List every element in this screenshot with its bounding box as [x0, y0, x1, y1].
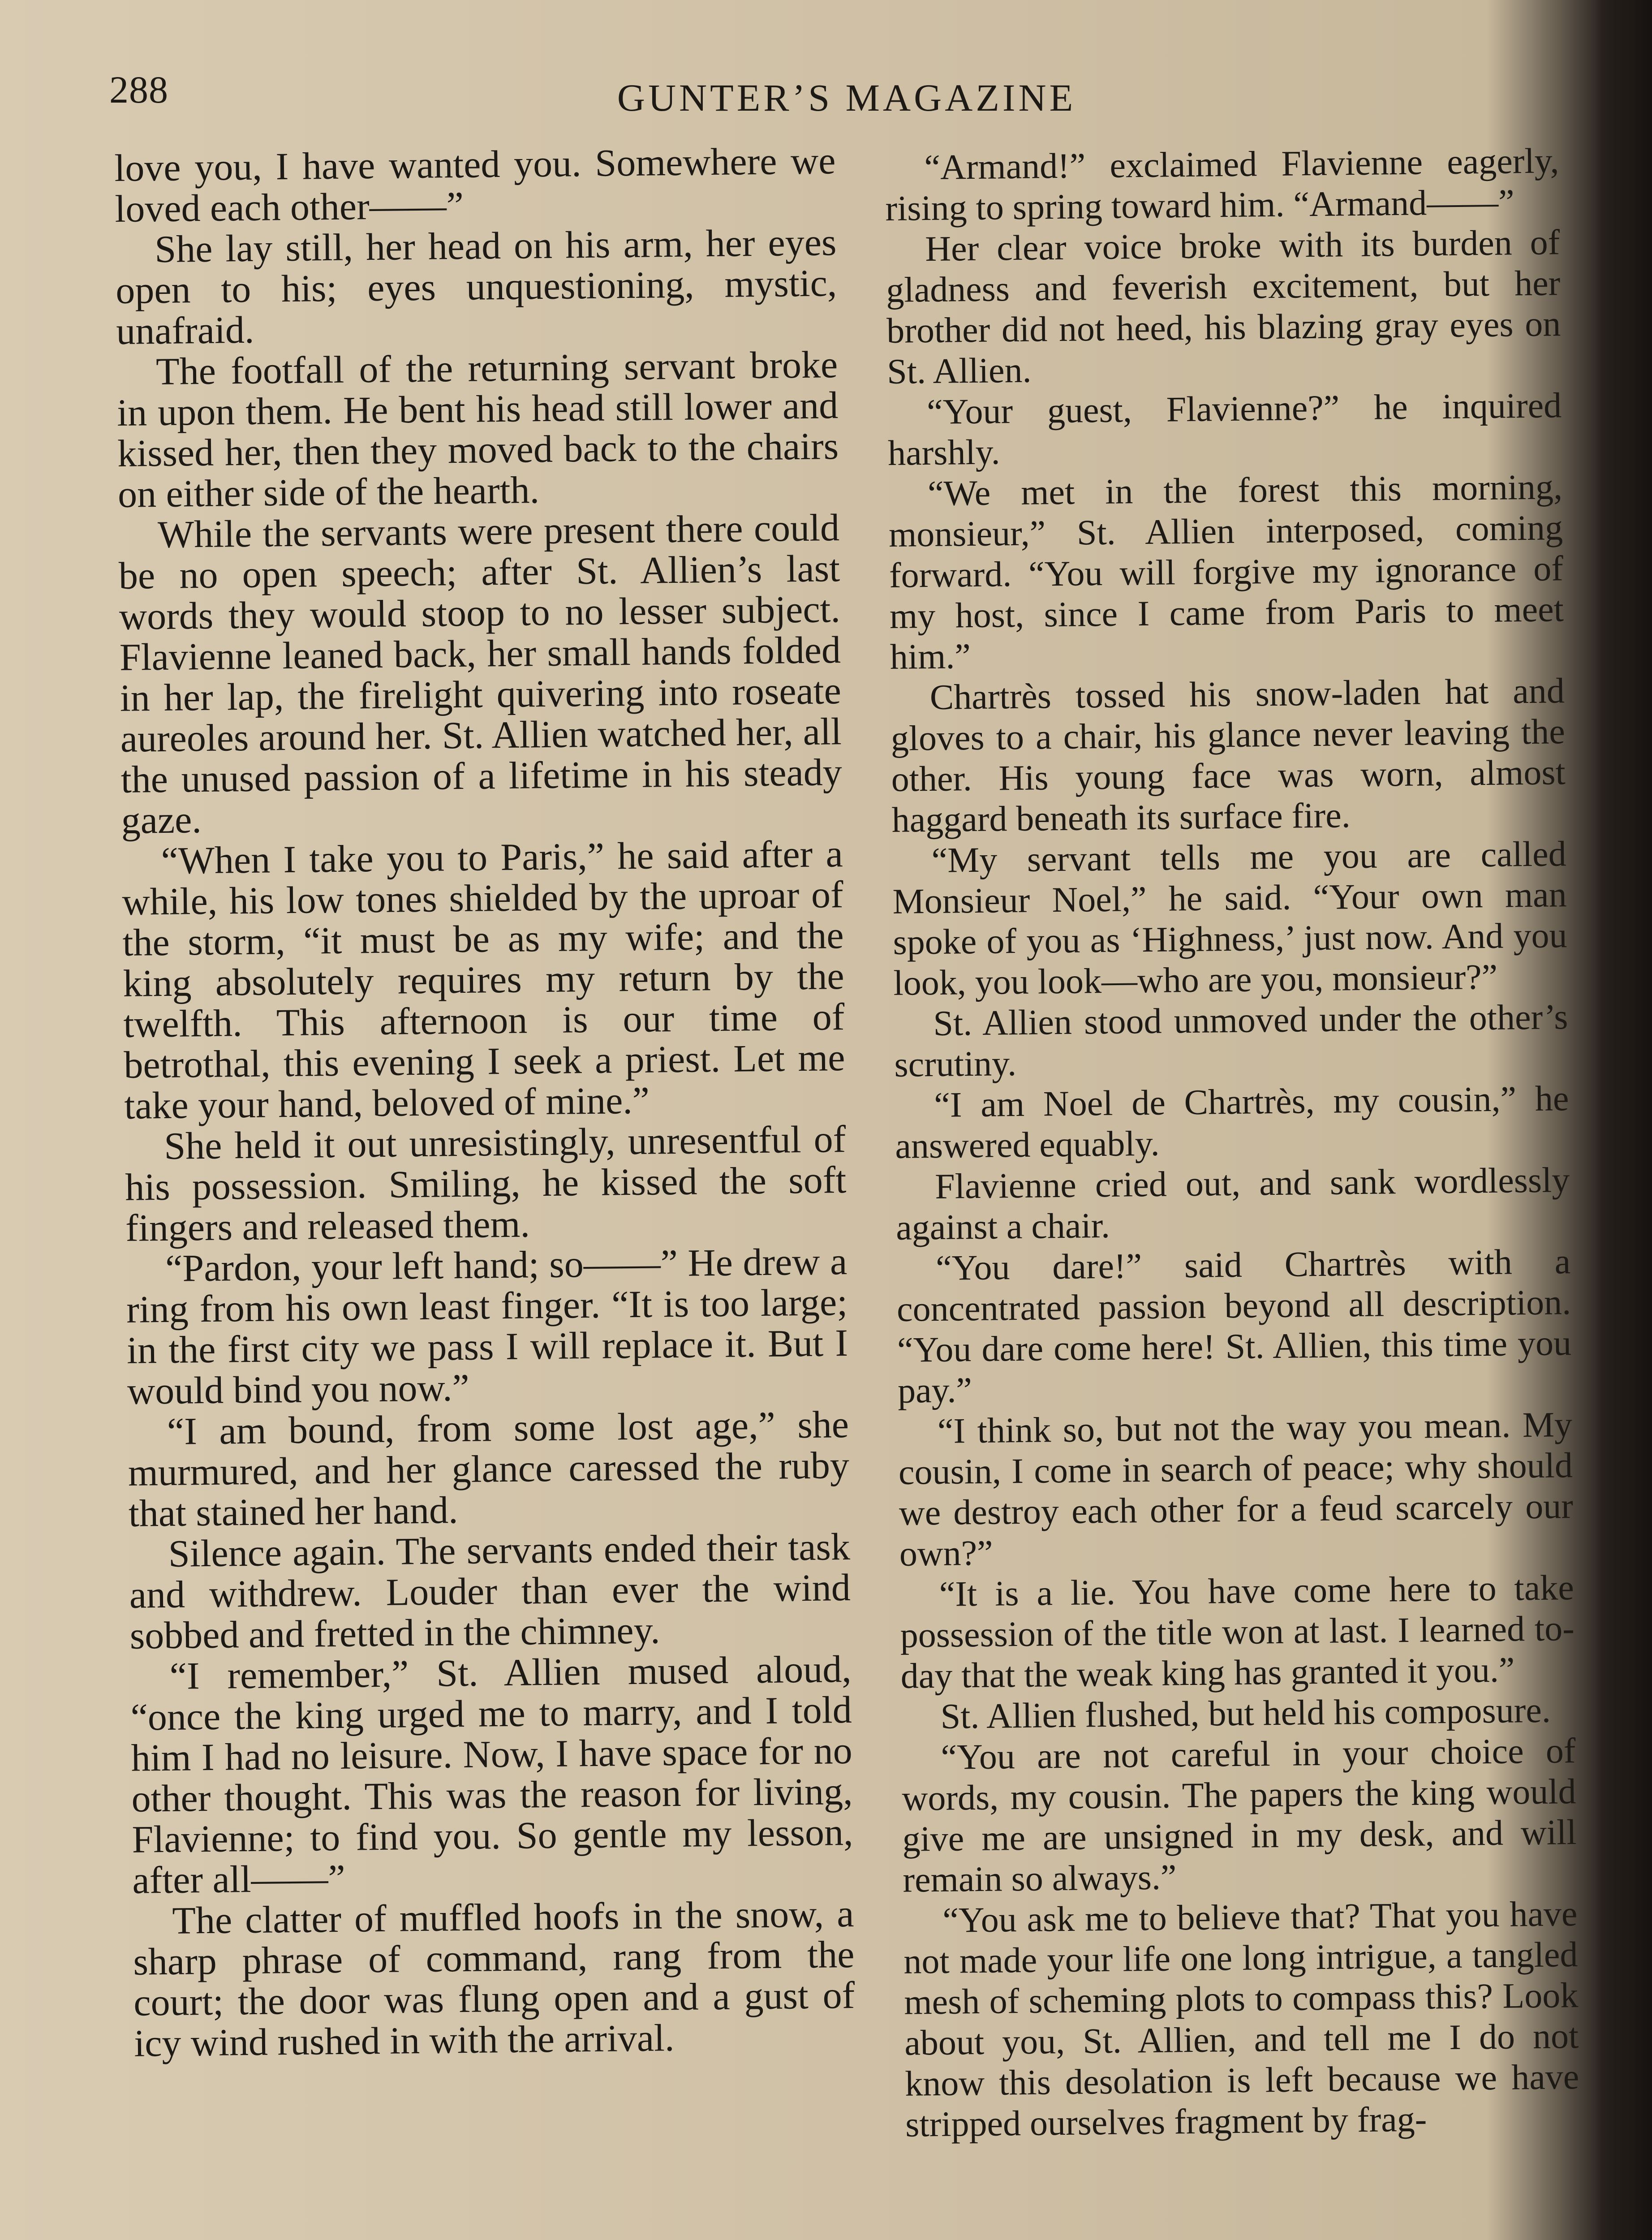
paragraph: “My servant tells me you are called Monsieur Noel,” he said. “Your own man spoke of you as ‘Highness,’ just now. And you look, you look—who are you, monsieur?”	[892, 834, 1567, 1003]
paragraph: “When I take you to Paris,” he said after a while, his low tones shielded by the uproar of the storm, “it must be as my wife; and the king absolutely requires my return by the twelfth. This afternoon is our time of betrothal, this evening I seek a priest. Let me take your hand, beloved of mine.”	[122, 832, 845, 1127]
paragraph: Silence again. The servants ended their task and withdrew. Louder than ever the wind sobbed and fretted in the chimney.	[129, 1525, 851, 1657]
paragraph: “Armand!” exclaimed Flavienne eagerly, rising to spring toward him. “Armand——”	[885, 141, 1559, 228]
paragraph: “I think so, but not the way you mean. My cousin, I come in search of peace; why should we destroy each other for a feud scarcely our own?”	[898, 1405, 1574, 1574]
paragraph: “I am Noel de Chartrès, my cousin,” he answered equably.	[895, 1079, 1569, 1166]
paragraph: St. Allien stood unmoved under the other’s scrutiny.	[894, 997, 1568, 1085]
paragraph: While the servants were present there could be no open speech; after St. Allien’s last words they would stoop to no lesser subject. Flavienne leaned back, her small hands folded in her lap, the firelight quivering into roseate aureoles around her. St. Allien watched her, all the unused passion of a lifetime in his steady gaze.	[118, 506, 843, 842]
right-column	[885, 141, 1580, 2145]
paragraph: The footfall of the returning servant broke in upon them. He bent his head still lower and kissed her, then they moved back to the chairs on either side of the hearth.	[116, 343, 839, 516]
paragraph: “I remember,” St. Allien mused aloud, “once the king urged me to marry, and I told him I had no leisure. Now, I have space for no other thought. This was the reason for living, Flavienne; to find you. So gentle my lesson, after all——”	[130, 1647, 853, 1902]
paragraph: “Your guest, Flavienne?” he inquired harshly.	[887, 386, 1562, 473]
paragraph: Her clear voice broke with its burden of gladness and feverish excitement, but her brother did not heed, his blazing gray eyes on St. Allien.	[886, 223, 1561, 392]
running-head: GUNTER’S MAGAZINE	[617, 76, 1076, 119]
paragraph: “You ask me to believe that? That you have not made your life one long intrigue, a tangled mesh of scheming plots to compass this? Look about you, St. Allien, and tell me I do not know this desolation is left because we have stripped ourselves fragment by frag-	[903, 1894, 1579, 2145]
paragraph: “You are not careful in your choice of words, my cousin. The papers the king would give me are unsigned in my desk, and will remain so always.”	[902, 1731, 1577, 1900]
left-column	[114, 140, 856, 2064]
paragraph: The clatter of muffled hoofs in the snow, a sharp phrase of command, rang from the court; the door was flung open and a gust of icy wind rushed in with the arrival.	[133, 1891, 855, 2065]
paragraph: Flavienne cried out, and sank wordlessly against a chair.	[895, 1160, 1570, 1248]
page-number: 288	[109, 68, 168, 111]
paragraph: “Pardon, your left hand; so——” He drew a ring from his own least finger. “It is too large; in the first city we pass I will replace it. But I would bind you now.”	[126, 1240, 848, 1413]
paragraph: She lay still, her head on his arm, her eyes open to his; eyes unquestioning, mystic, unafraid.	[115, 220, 837, 353]
paragraph: Chartrès tossed his snow-laden hat and gloves to a chair, his glance never leaving the other. His young face was worn, almost haggard beneath its surface fire.	[891, 671, 1566, 840]
paragraph: “We met in the forest this morning, monsieur,” St. Allien interposed, coming forward. “You will forgive my ignorance of my host, since I came from Paris to meet him.”	[888, 467, 1564, 677]
paragraph: “I am bound, from some lost age,” she murmured, and her glance caressed the ruby that stained her hand.	[128, 1402, 850, 1535]
paragraph: She held it out unresistingly, unresentful of his possession. Smiling, he kissed the soft fingers and released them.	[125, 1117, 847, 1249]
paragraph: “It is a lie. You have come here to take possession of the title won at last. I learned to-day that the weak king has granted it you.”	[900, 1568, 1575, 1696]
page-edge-shadow	[1594, 0, 1652, 2240]
paragraph: St. Allien flushed, but held his composure.	[940, 1690, 1551, 1736]
paragraph: love you, I have wanted you. Somewhere we loved each other——”	[114, 139, 836, 230]
paragraph: “You dare!” said Chartrès with a concentrated passion beyond all description. “You dare come here! St. Allien, this time you pay.”	[896, 1242, 1572, 1411]
